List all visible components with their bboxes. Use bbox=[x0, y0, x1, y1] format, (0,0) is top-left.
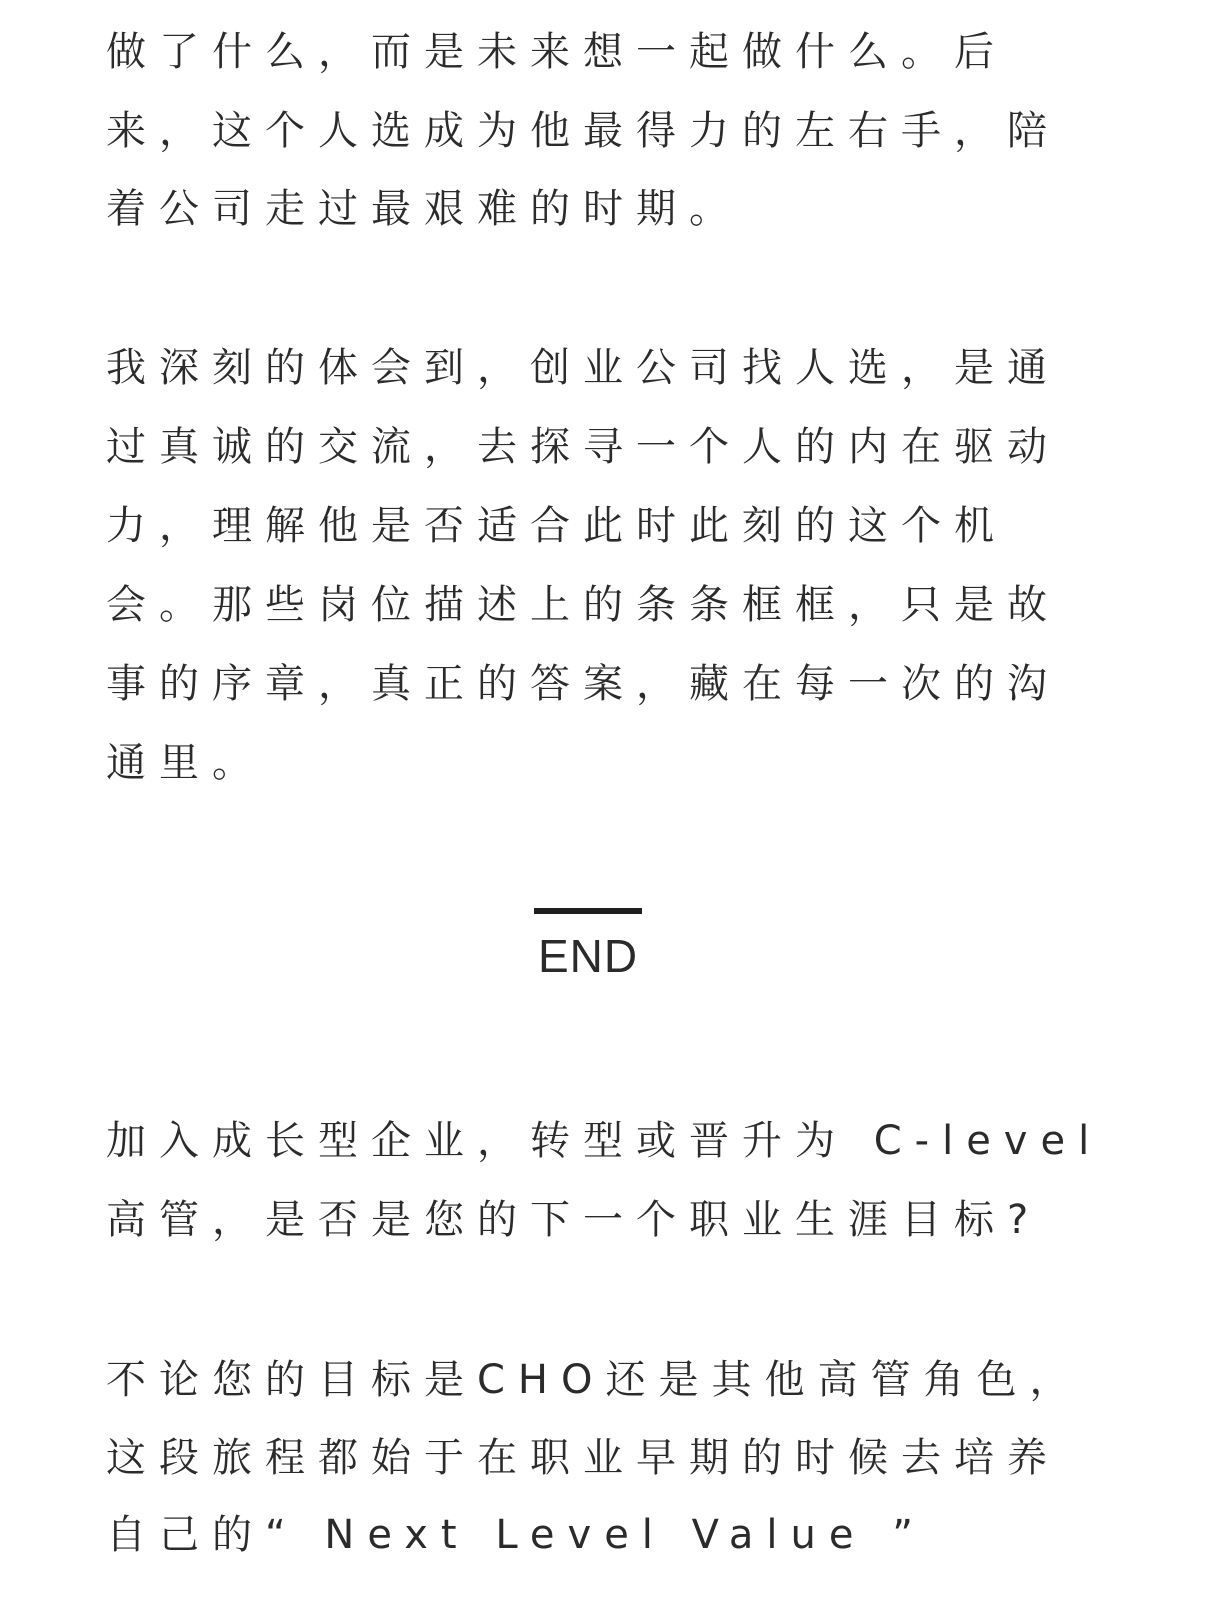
paragraph-line: 会。那些岗位描述上的条条框框，只是故 bbox=[106, 582, 1060, 628]
paragraph-line: 过真诚的交流，去探寻一个人的内在驱动 bbox=[106, 424, 1060, 470]
paragraph-line: 不论您的目标是CHO还是其他高管角色， bbox=[106, 1357, 1083, 1403]
paragraph-line: 力，理解他是否适合此时此刻的这个机 bbox=[106, 503, 1007, 549]
paragraph-line: 做了什么，而是未来想一起做什么。后 bbox=[106, 29, 1007, 75]
paragraph-line: 事的序章，真正的答案，藏在每一次的沟 bbox=[106, 661, 1060, 707]
paragraph-line: 来，这个人选成为他最得力的左右手，陪 bbox=[106, 108, 1060, 154]
end-label: END bbox=[537, 930, 639, 982]
paragraph-line: 着公司走过最艰难的时期。 bbox=[106, 186, 742, 232]
paragraph-line: 这段旅程都始于在职业早期的时候去培养 bbox=[106, 1435, 1060, 1481]
paragraph-line: 加入成长型企业，转型或晋升为 C-level bbox=[106, 1118, 1103, 1164]
end-marker bbox=[0, 906, 1206, 996]
paragraph-line: 通里。 bbox=[106, 740, 265, 786]
paragraph-line: 高管，是否是您的下一个职业生涯目标? bbox=[106, 1197, 1042, 1243]
paragraph-line: 我深刻的体会到，创业公司找人选，是通 bbox=[106, 345, 1060, 391]
end-divider bbox=[534, 908, 642, 914]
paragraph-line: 自己的“ Next Level Value ” bbox=[106, 1512, 926, 1558]
